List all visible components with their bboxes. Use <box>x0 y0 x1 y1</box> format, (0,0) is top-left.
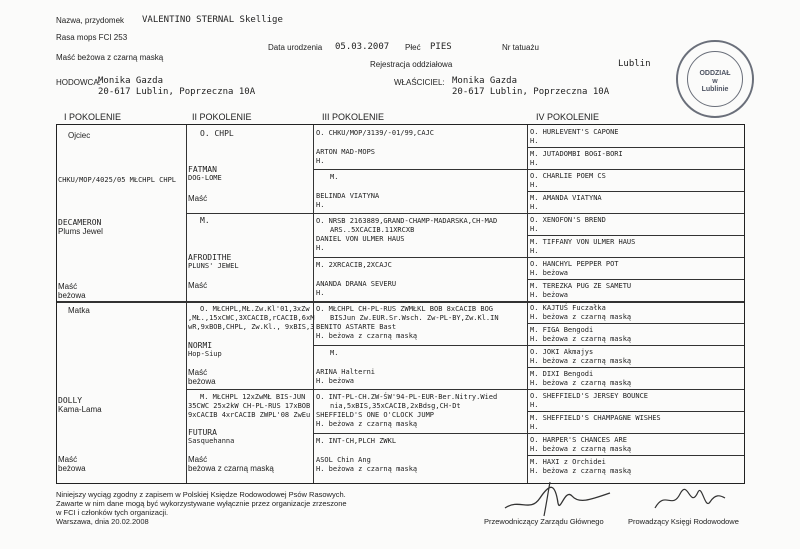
gen4-4-sire-color: H. beżowa z czarną maską <box>530 313 632 321</box>
gen4-7-dam: M. HAXI z Orchidei <box>530 458 606 466</box>
dog-name: VALENTINO STERNAL Skellige <box>142 15 283 25</box>
name-label: Nazwa, przydomek <box>56 16 125 25</box>
tattoo-label: Nr tatuażu <box>502 43 539 52</box>
gen4-4-dam: M. FIGA Bengodi <box>530 326 594 334</box>
gen3-2-titles-2: ARS..5XCACIB.11XRCXB <box>330 226 415 234</box>
gen4-5-dam-color: H. beżowa z czarną maską <box>530 379 632 387</box>
footer-line-1: Niniejszy wyciąg zgodny z zapisem w Polskiej Księdze Rodowodowej Psów Rasowych. <box>56 490 346 499</box>
gen3-2-name: DANIEL VON ULMER HAUS <box>316 235 405 243</box>
sire-color: beżowa <box>58 291 86 300</box>
dam-kennel: Kama-Lama <box>58 405 102 414</box>
gen2-3-kennel: Sasquehanna <box>188 437 235 445</box>
gen2-2-color: beżowa <box>188 377 216 386</box>
gen4-3-dam-color: H. beżowa <box>530 291 568 299</box>
gen2-3-titles-3: 9xCACIB 4xrCACIB ZWPL'08 ZwEu <box>188 411 311 419</box>
sire-color-label: Maść <box>58 282 78 291</box>
gen3-4-titles-2: BISJun Zw.EUR.Sr.Wsch. Zw-PL-BY,Zw.Kl.IN <box>330 314 499 322</box>
gen3-1-name: BELINDA VIATYNA <box>316 192 380 200</box>
gen3-7-titles: M. INT-CH,PLCH ZWKL <box>316 437 397 445</box>
gen4-4-dam-color: H. beżowa z czarną maską <box>530 335 632 343</box>
gen2-0-color-label: Maść <box>188 194 208 203</box>
column-header-gen3: III POKOLENIE <box>322 112 385 122</box>
gen2-2-color-label: Maść <box>188 368 208 377</box>
gen4-0-sire: O. HURLEVENT'S CAPONE <box>530 128 619 136</box>
gen4-7-sire-color: H. beżowa z czarną maską <box>530 445 632 453</box>
column-header-gen2: II POKOLENIE <box>192 112 252 122</box>
gen3-4-name: BENITO ASTARTE Bast <box>316 323 397 331</box>
registrar-signature <box>650 480 730 518</box>
gen4-5-dam: M. DIXI Bengodi <box>530 370 594 378</box>
dam-color-label: Maść <box>58 455 78 464</box>
gen4-5-sire: O. JOKI Akmajys <box>530 348 594 356</box>
gen2-2-titles-2: ,MŁ.,15xCWC,3XCACIB,rCACIB,6xM <box>188 314 315 322</box>
gen4-5-sire-color: H. beżowa z czarną maską <box>530 357 632 365</box>
gen4-3-sire-color: H. beżowa <box>530 269 568 277</box>
gen2-3-titles-2: 35CWC 25x2kW CH-PL-RUS 17xBOB <box>188 402 311 410</box>
gen3-6-titles-2: nia,5xBIS,35xCACIB,2xBdsg,CH-Dt <box>330 402 461 410</box>
gen4-0-sire-color: H. <box>530 137 539 145</box>
gen3-2-color: H. <box>316 244 325 252</box>
breeder-label: HODOWCA: <box>56 78 101 87</box>
breeder-name: Monika Gazda <box>98 76 164 86</box>
gen4-7-sire: O. HARPER'S CHANCES ARE <box>530 436 627 444</box>
chairman-label: Przewodniczący Zarządu Głównego <box>484 517 604 526</box>
gen3-7-name: ASOL Chin Ang <box>316 456 371 464</box>
gen2-3-color: beżowa z czarną maską <box>188 464 274 473</box>
owner-address: 20-617 Lublin, Poprzeczna 10A <box>452 87 610 97</box>
column-header-gen1: I POKOLENIE <box>64 112 122 122</box>
gen3-1-titles: M. <box>330 173 339 181</box>
owner-name: Monika Gazda <box>452 76 518 86</box>
gen2-2-kennel: Hop-Siup <box>188 350 222 358</box>
sire-titles: CHKU/MOP/4025/05 MŁCHPL CHPL <box>58 176 177 184</box>
chairman-signature <box>500 478 620 518</box>
gen2-1-kennel: PLUNS' JEWEL <box>188 262 239 270</box>
gen4-6-sire-color: H. <box>530 401 539 409</box>
gen3-3-titles: M. 2XRCACIB,2XCAJC <box>316 261 392 269</box>
gen4-1-dam: M. AMANDA VIATYNA <box>530 194 602 202</box>
gen2-2-titles-3: wR,9xBOB,CHPL, Zw.Kl., 9xBIS,3 <box>188 323 315 331</box>
breeder-address: 20-617 Lublin, Poprzeczna 10A <box>98 87 256 97</box>
registrar-label: Prowadzący Księgi Rodowodowe <box>628 517 739 526</box>
gen4-2-sire: O. XENOFON'S BREND <box>530 216 606 224</box>
dob-value: 05.03.2007 <box>335 42 390 52</box>
gen2-1-titles: M. <box>200 216 210 225</box>
gen4-0-dam-color: H. <box>530 159 539 167</box>
gen4-6-sire: O. SHEFFIELD'S JERSEY BOUNCE <box>530 392 649 400</box>
gen2-0-titles: O. CHPL <box>200 129 234 138</box>
footer-date: Warszawa, dnia 20.02.2008 <box>56 517 149 526</box>
gen4-6-dam-color: H. <box>530 423 539 431</box>
gen2-0-name: FATMAN <box>188 165 217 174</box>
gen2-1-color-label: Maść <box>188 281 208 290</box>
gen4-1-sire: O. CHARLIE POEM CS <box>530 172 606 180</box>
gen3-4-color: H. beżowa z czarną maską <box>316 332 418 340</box>
gen4-0-dam: M. JUTADOMBI BOGI-BORI <box>530 150 623 158</box>
column-header-gen4: IV POKOLENIE <box>536 112 600 122</box>
gen4-6-dam: M. SHEFFIELD'S CHAMPAGNE WISHES <box>530 414 661 422</box>
gen3-0-color: H. <box>316 157 325 165</box>
gen3-0-name: ARTON MAD-MOPS <box>316 148 376 156</box>
gen4-1-dam-color: H. <box>530 203 539 211</box>
gen4-3-sire: O. HANCHYL PEPPER POT <box>530 260 619 268</box>
gen4-7-dam-color: H. beżowa z czarną maską <box>530 467 632 475</box>
dam-name: DOLLY <box>58 396 83 405</box>
gen2-1-name: AFRODITHE <box>188 253 232 262</box>
dob-label: Data urodzenia <box>268 43 323 52</box>
gen3-5-titles: M. <box>330 349 339 357</box>
branch-stamp: ODDZIAŁ w Lublinie <box>676 40 754 118</box>
gen2-3-name: FUTURA <box>188 428 217 437</box>
sire-name: DECAMERON <box>58 218 102 227</box>
dam-label: Matka <box>68 306 90 315</box>
gen3-2-titles-1: O. NRSB 2163889,GRAND-CHAMP-MADARSKA,CH-MAD <box>316 217 498 225</box>
gen3-3-name: ANANDA DRANA SEVERU <box>316 280 397 288</box>
gen3-7-color: H. beżowa z czarną maską <box>316 465 418 473</box>
gen2-2-name: NORMI <box>188 341 213 350</box>
breed: Rasa mops FCI 253 <box>56 33 128 42</box>
gen3-6-titles-1: O. INT-PL-CH.ZW-ŚW'94-PL-EUR-Ber.Nitry.Wied <box>316 393 498 401</box>
registration-value: Lublin <box>618 59 651 69</box>
gen4-3-dam: M. TEREZKA PUG ZE SAMETU <box>530 282 632 290</box>
sire-label: Ojciec <box>68 131 91 140</box>
owner-label: WŁAŚCICIEL: <box>394 78 445 87</box>
gen3-0-titles: O. CHKU/MOP/3139/-01/99,CAJC <box>316 129 435 137</box>
sex-label: Płeć <box>405 43 421 52</box>
gen4-1-sire-color: H. <box>530 181 539 189</box>
gen2-0-kennel: DOG-LOME <box>188 174 222 182</box>
gen4-2-sire-color: H. <box>530 225 539 233</box>
gen3-4-titles-1: O. MŁCHPL CH-PL-RUS ZWMŁKL BOB 8xCACIB BOG <box>316 305 494 313</box>
gen2-3-color-label: Maść <box>188 455 208 464</box>
sire-kennel: Plums Jewel <box>58 227 103 236</box>
footer-line-2: Zawarte w nim dane mogą być wykorzystywane wyłącznie przez organizacje zrzeszone <box>56 499 347 508</box>
registration-label: Rejestracja oddziałowa <box>370 60 453 69</box>
gen3-5-color: H. beżowa <box>316 377 354 385</box>
gen4-2-dam: M. TIFFANY VON ULMER HAUS <box>530 238 636 246</box>
gen2-3-titles-1: M. MŁCHPL 12xZwMŁ BIS-JUN <box>200 393 306 401</box>
gen3-6-color: H. beżowa z czarną maską <box>316 420 418 428</box>
coat-color: Maść beżowa z czarną maską <box>56 53 164 62</box>
gen3-1-color: H. <box>316 201 325 209</box>
gen3-5-name: ARINA Halterni <box>316 368 376 376</box>
gen3-6-name: SHEFFIELD'S ONE O'CLOCK JUMP <box>316 411 435 419</box>
footer-line-3: w FCI i członków tych organizacji. <box>56 508 169 517</box>
gen4-2-dam-color: H. <box>530 247 539 255</box>
gen4-4-sire: O. KAJTUŚ Fuczałka <box>530 304 606 312</box>
gen3-3-color: H. <box>316 289 325 297</box>
gen2-2-titles-1: O. MŁCHPL,MŁ.Zw.Kl'01,3xZw <box>200 305 310 313</box>
dam-color: beżowa <box>58 464 86 473</box>
sex-value: PIES <box>430 42 452 52</box>
